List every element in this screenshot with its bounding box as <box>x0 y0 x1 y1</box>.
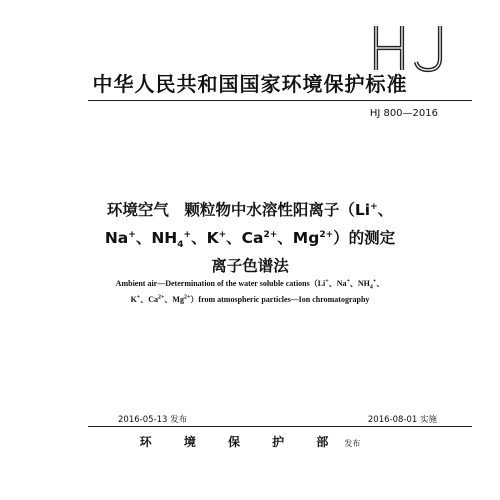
implementation-date: 2016-08-01 实施 <box>367 415 437 425</box>
chinese-title-line-2: Na+、$NH_4^+$、K+、$Ca^{2+}$、$Mg^{2+}$）的测定 <box>104 229 396 251</box>
standard-cover <box>30 0 470 500</box>
chinese-title <box>30 196 470 280</box>
issuer-suffix: 发布 <box>344 439 361 448</box>
header-divider <box>88 100 472 101</box>
hj-logo <box>366 22 462 74</box>
english-title <box>80 276 420 308</box>
standard-number: HJ 800—2016 <box>369 108 438 119</box>
chinese-title-line-1: 环境空气 颗粒物中水溶性阳离子（Li+、 <box>106 201 394 219</box>
issue-date: 2016-05-13 发布 <box>118 415 188 425</box>
issuer-name: 环 境 保 护 部 <box>139 435 343 449</box>
footer-divider <box>88 426 472 427</box>
chinese-title-line-3: 离子色谱法 <box>211 257 289 275</box>
standard-category-title: 中华人民共和国国家环境保护标准 <box>92 72 408 96</box>
issuing-authority <box>30 433 470 450</box>
english-title-line-2: K+、$Ca^{2+}$、$Mg^{2+})from$ atmospheric particles—Ion chromatography <box>130 294 370 304</box>
english-title-line-1: Ambient air—Determination of the water soluble cations（Li+、Na+、$NH_4^+$、 <box>115 278 385 291</box>
